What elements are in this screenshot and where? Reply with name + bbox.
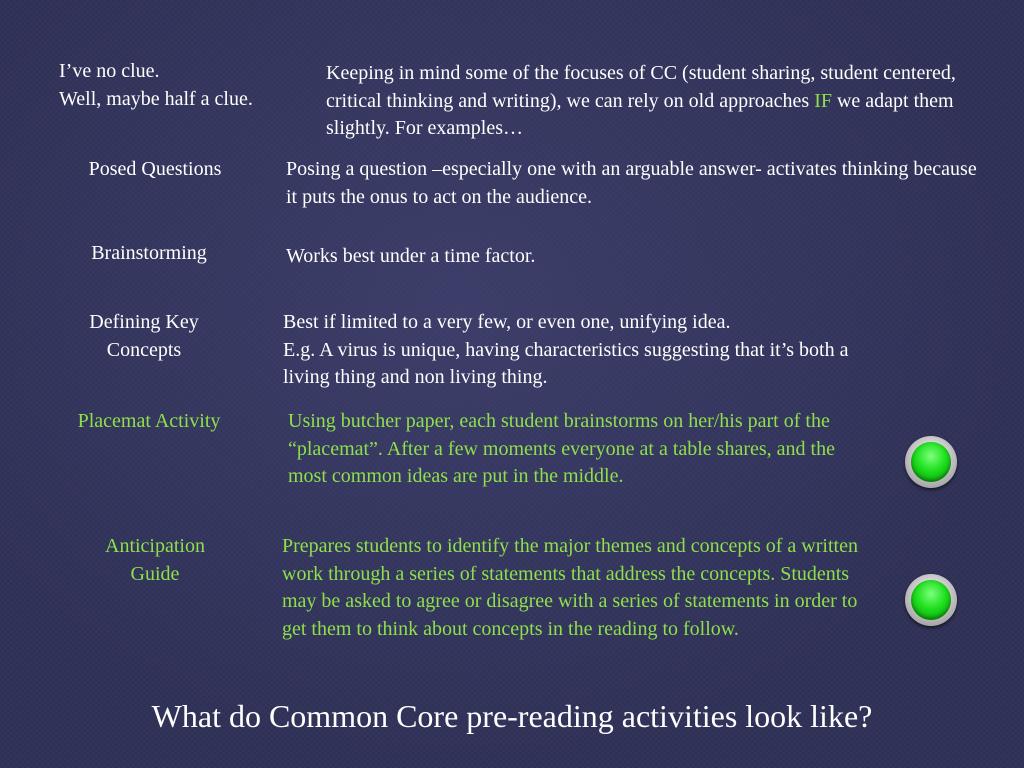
description-defining-line-2: E.g. A virus is unique, having characteristics suggesting that it’s both a living thing and non living thing. [283, 338, 849, 388]
term-placemat-activity: Placemat Activity [77, 410, 221, 432]
intro-clue-text [59, 58, 309, 113]
intro-clue-line-1: I’ve no clue. [59, 60, 160, 82]
description-defining-key-concepts [283, 309, 883, 392]
term-anticipation-line-2: Guide [130, 562, 180, 585]
description-placemat-activity: Using butcher paper, each student brainstorms on her/his part of the “placemat”. After a few moments everyone at a table shares, and the most common ideas are put in the middle. [288, 410, 835, 487]
green-circle-button-icon[interactable] [905, 574, 957, 626]
term-defining-line-2: Concepts [106, 338, 182, 361]
description-defining-line-1: Best if limited to a very few, or even one, unifying idea. [283, 311, 731, 333]
green-circle-button-icon[interactable] [905, 436, 957, 488]
green-circle-button-face [911, 580, 951, 620]
term-anticipation-line-1: Anticipation [105, 535, 205, 557]
green-circle-button-face [911, 442, 951, 482]
term-anticipation-guide [60, 533, 250, 588]
intro-paragraph [326, 60, 966, 143]
intro-text-before: Keeping in mind some of the focuses of CC (student sharing, student centered, critical thinking and writing), we can rely on old approaches [326, 62, 956, 112]
slide-title: What do Common Core pre-reading activities look like? [151, 698, 873, 734]
description-anticipation-guide: Prepares students to identify the major themes and concepts of a written work through a series of statements that address the concepts. Students may be asked to agree or disagree with a series of statements in order to get them to think about concepts in the reading to follow. [282, 535, 858, 640]
description-brainstorming: Works best under a time factor. [286, 245, 536, 267]
term-posed-questions: Posed Questions [88, 158, 222, 180]
term-brainstorming: Brainstorming [91, 242, 207, 264]
term-defining-key-concepts [44, 309, 244, 364]
description-posed-questions: Posing a question –especially one with an arguable answer- activates thinking because it puts the onus to act on the audience. [286, 158, 977, 208]
term-defining-line-1: Defining Key [89, 311, 199, 333]
intro-clue-line-2: Well, maybe half a clue. [59, 87, 253, 110]
intro-text-after: we adapt them slightly. For examples… [326, 89, 954, 139]
intro-if-word: IF [814, 89, 832, 112]
